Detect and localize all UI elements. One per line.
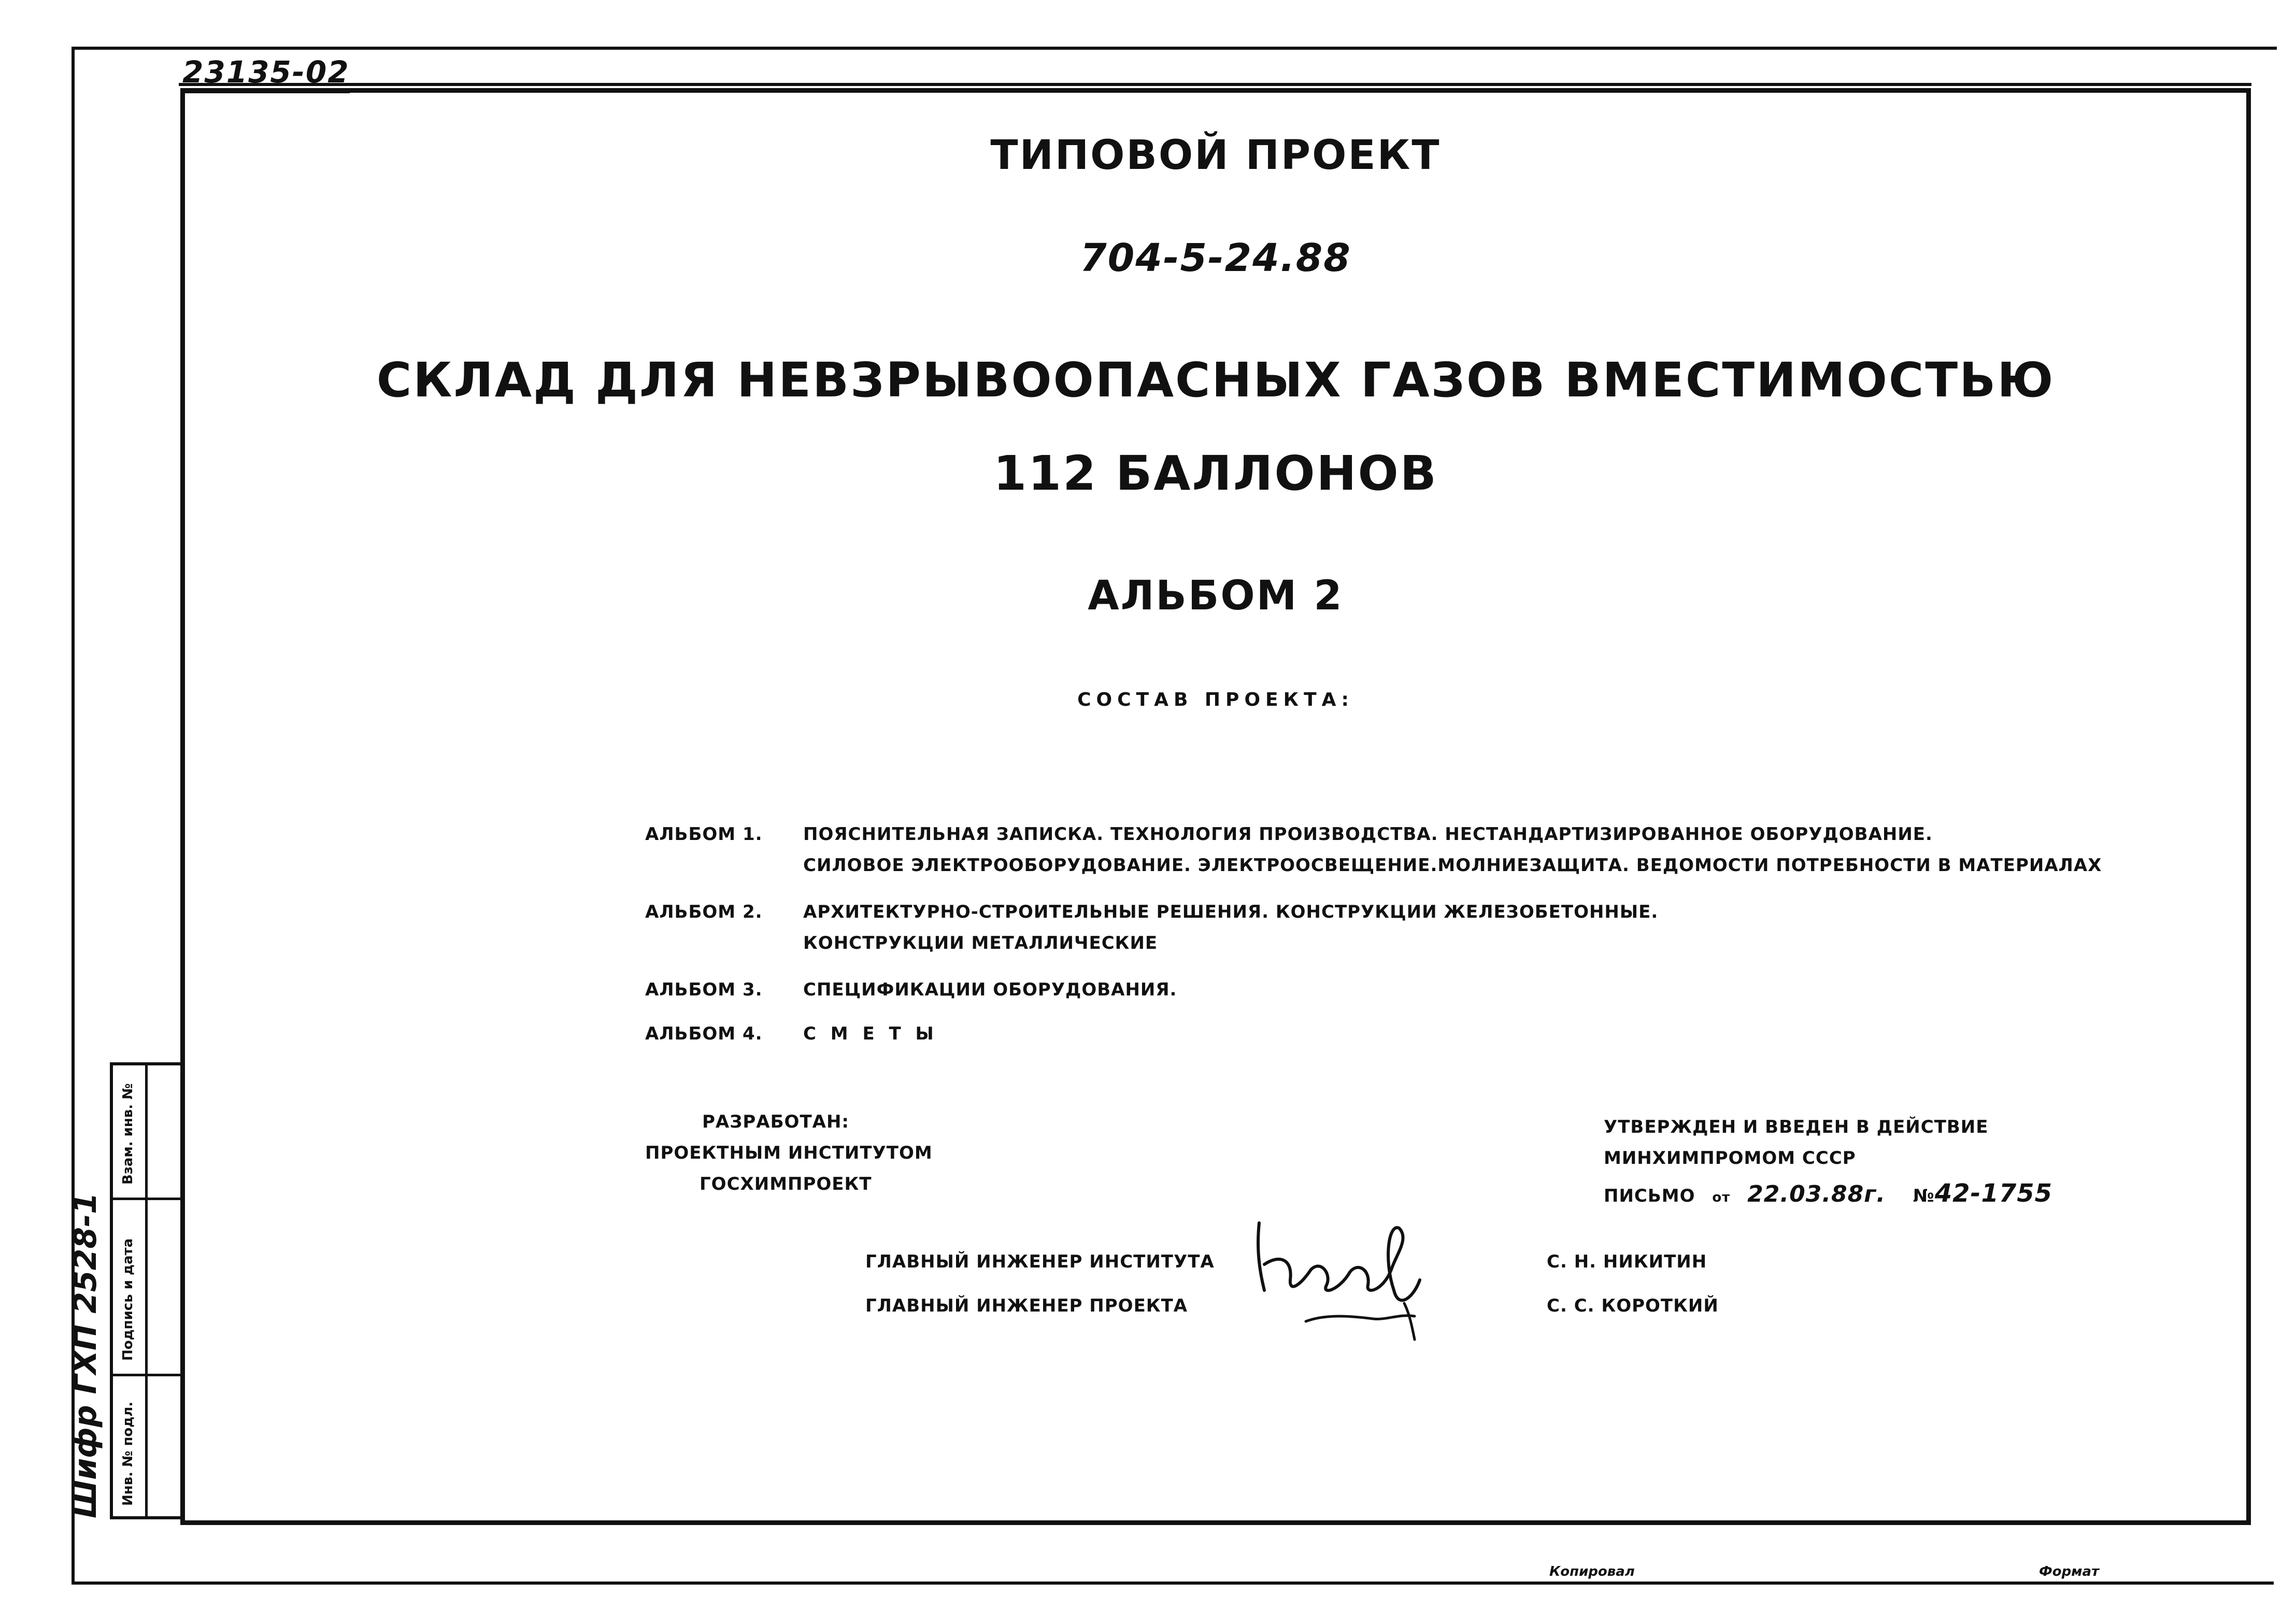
album-4-label: АЛЬБОМ 4.: [645, 1023, 763, 1044]
stamp-field-replace: Взам. инв. №: [120, 1083, 136, 1185]
archive-code: 23135-02: [182, 54, 350, 93]
outer-frame-bottom: [72, 1582, 2274, 1585]
chief-engineer-institute-role: ГЛАВНЫЙ ИНЖЕНЕР ИНСТИТУТА: [865, 1251, 1215, 1272]
top-border-line: [179, 83, 2251, 86]
composition-heading: СОСТАВ ПРОЕКТА:: [1077, 689, 1354, 710]
signature-marks: [1244, 1207, 1461, 1342]
title-line-1: СКЛАД ДЛЯ НЕВЗРЫВООПАСНЫХ ГАЗОВ ВМЕСТИМОСТЬЮ: [376, 352, 2055, 408]
album-1-line-2: СИЛОВОЕ ЭЛЕКТРООБОРУДОВАНИЕ. ЭЛЕКТРООСВЕЩЕНИЕ.МОЛНИЕЗАЩИТА. ВЕДОМОСТИ ПОТРЕБНОСТИ В МАТЕРИАЛАХ: [803, 855, 2102, 876]
developer-line-2: ГОСХИМПРОЕКТ: [700, 1174, 872, 1194]
document-type: ТИПОВОЙ ПРОЕКТ: [990, 132, 1441, 179]
title-line-2: 112 БАЛЛОНОВ: [993, 446, 1438, 501]
stamp-divider-1: [113, 1198, 183, 1200]
album-1-line-1: ПОЯСНИТЕЛЬНАЯ ЗАПИСКА. ТЕХНОЛОГИЯ ПРОИЗВОДСТВА. НЕСТАНДАРТИЗИРОВАННОЕ ОБОРУДОВАНИЕ.: [803, 824, 1933, 845]
project-number: 704-5-24.88: [1080, 236, 1351, 280]
album-1-label: АЛЬБОМ 1.: [645, 824, 763, 845]
stamp-field-sign: Подпись и дата: [120, 1238, 136, 1361]
approval-line-2: МИНХИМПРОМОМ СССР: [1604, 1148, 1856, 1169]
chief-engineer-project-role: ГЛАВНЫЙ ИНЖЕНЕР ПРОЕКТА: [865, 1295, 1188, 1316]
approval-letter: [1604, 1179, 2052, 1208]
approval-line-1: УТВЕРЖДЕН И ВВЕДЕН В ДЕЙСТВИЕ: [1604, 1117, 1989, 1137]
album-number: АЛЬБОМ 2: [1088, 573, 1344, 619]
stamp-divider-2: [113, 1374, 183, 1376]
side-stamp: [110, 1062, 183, 1519]
approval-letter-label: ПИСЬМО: [1604, 1186, 1695, 1206]
approval-number: 42-1755: [1934, 1179, 2053, 1208]
album-2-row: [645, 902, 1658, 922]
album-3-line-1: СПЕЦИФИКАЦИИ ОБОРУДОВАНИЯ.: [803, 979, 1177, 1000]
approval-date: 22.03.88г.: [1747, 1181, 1886, 1207]
drawing-frame: [180, 88, 2251, 1525]
approval-from-label: от: [1712, 1190, 1731, 1205]
album-3-row: [645, 979, 1177, 1000]
stamp-field-inv: Инв. № подл.: [120, 1401, 136, 1506]
album-4-line-1: С М Е Т Ы: [803, 1023, 938, 1044]
developer-label: РАЗРАБОТАН:: [702, 1112, 849, 1132]
footer-copied: Копировал: [1549, 1564, 1635, 1579]
footer-format: Формат: [2039, 1564, 2100, 1579]
album-2-label: АЛЬБОМ 2.: [645, 902, 763, 922]
album-4-row: [645, 1023, 938, 1044]
approval-number-label: №: [1913, 1186, 1935, 1206]
album-2-line-2: КОНСТРУКЦИИ МЕТАЛЛИЧЕСКИЕ: [803, 933, 1158, 953]
chief-engineer-institute-name: С. Н. НИКИТИН: [1547, 1251, 1707, 1272]
album-2-line-1: АРХИТЕКТУРНО-СТРОИТЕЛЬНЫЕ РЕШЕНИЯ. КОНСТРУКЦИИ ЖЕЛЕЗОБЕТОННЫЕ.: [803, 902, 1659, 922]
chief-engineer-project-name: С. С. КОРОТКИЙ: [1547, 1295, 1719, 1316]
album-3-label: АЛЬБОМ 3.: [645, 979, 763, 1000]
album-1-row: [645, 824, 1933, 845]
side-cipher: Шифр ГХП 2528-1: [67, 1192, 104, 1518]
developer-line-1: ПРОЕКТНЫМ ИНСТИТУТОМ: [645, 1143, 933, 1163]
